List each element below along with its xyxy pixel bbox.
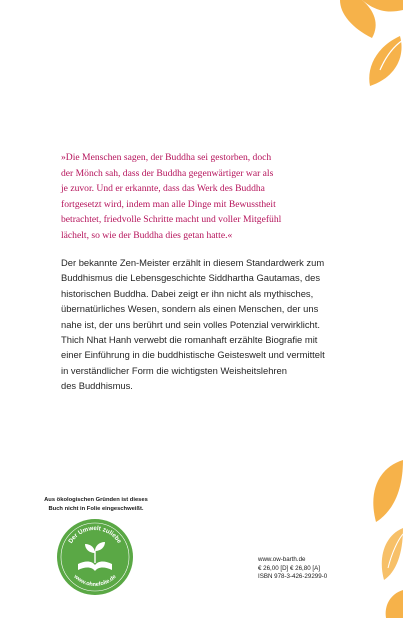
description-line: des Buddhismus. [61,380,133,392]
quote-block [61,150,381,244]
description-line: Buddhismus die Lebensgeschichte Siddhartha Gautamas, des [61,272,321,284]
description-line: historischen Buddha. Dabei zeigt er ihn nicht als mythisches, [61,287,314,299]
eco-note [31,496,161,514]
leaf-decoration-bottom [330,440,403,618]
badge-bottom-text: www.ohnefolie.de [72,573,118,589]
description-line: übernatürliches Wesen, sondern als einen Menschen, der uns [61,303,319,315]
quote-line: »Die Menschen sagen, der Buddha sei gestorben, doch [61,152,272,163]
quote-line: lächelt, so wie der Buddha dies getan hatte.« [61,229,233,241]
leaf-decoration-top [300,0,403,90]
description-line: in verständlicher Form die wichtigsten Weisheitslehren [61,364,287,376]
quote-line: betrachtet, friedvolle Schritte macht und voller Mitgefühl [61,214,282,226]
description-block [61,255,381,394]
description-line: Thich Nhat Hanh verwebt die romanhaft erzählte Biografie mit [61,334,318,346]
quote-line: je zuvor. Und er erkannte, dass das Werk des Buddha [61,183,265,195]
eco-note-line: Aus ökologischen Gründen ist dieses [44,497,148,503]
quote-line: fortgesetzt wird, indem man alle Dinge mit Bewusstheit [61,198,276,210]
price-line: € 26,00 [D] € 26,80 [A] [258,564,320,572]
badge-top-text: Der Umwelt zuliebe [67,524,123,545]
publisher-info [258,556,368,582]
isbn-line: ISBN 978-3-426-29299-0 [258,573,328,581]
description-line: nahe ist, der uns berührt und sein volles Potenzial verwirklicht. [61,318,320,330]
description-line: einer Einführung in die buddhistische Geisteswelt und vermittelt [61,349,325,361]
eco-badge-seal [56,518,134,596]
publisher-website: www.ow-barth.de [258,556,306,563]
quote-line: der Mönch sah, dass der Buddha gegenwärtiger war als [61,167,274,179]
description-line: Der bekannte Zen-Meister erzählt in diesem Standardwerk zum [61,257,325,268]
eco-note-line: Buch nicht in Folie eingeschweißt. [48,506,144,512]
